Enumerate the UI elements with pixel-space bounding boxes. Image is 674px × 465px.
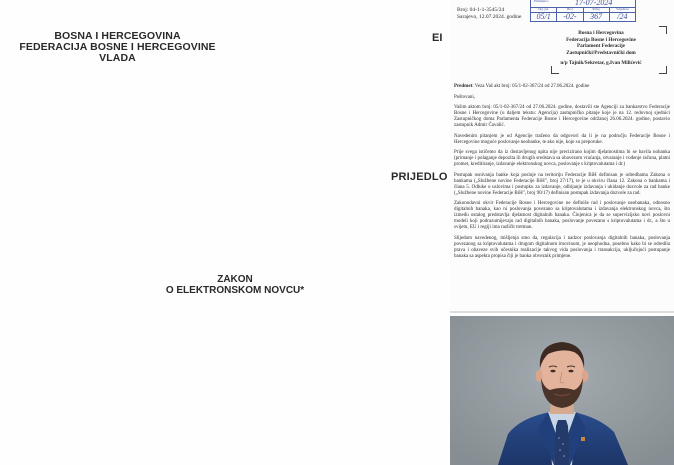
law-title-line-1: ZAKON <box>217 274 253 285</box>
government-header <box>10 31 225 64</box>
recipient-address <box>538 30 664 67</box>
greeting: Poštovani, <box>454 94 475 100</box>
attention-line: n/p Tajnik/Sekretar, g.Ivan Milićević <box>560 60 642 67</box>
paragraph: Navedenim pitanjem je od Agencije traženo da odgovori da li je na području Federacije Bosne i Hercegovine moguće poslovanje neobanke, te ako nije, koje su preporuke. <box>454 133 670 145</box>
header-line-country: BOSNA I HERCEGOVINA <box>54 30 181 42</box>
reference-number: Broj: 04-1-1-3545/24 <box>457 7 505 13</box>
paragraph: Postupak osnivanja banke koja posluje na teritoriju Federacije BiH definisan je odredbama Zakona o bankama („Službene novine Federacije BiH", broj 27/17), te je u okviru člana 12. Zakona o bankama i člana 5. Odluke o uslovima i postupku za izdavanje, odbijanje izdavanja i ukidanje dozvole za rad banke („Službene novine Federacije BiH", broj 90/17) definisan postupak izdavanja dozvole za rad. <box>454 172 670 196</box>
recipient-line: Bosna i Hercegovina <box>578 30 624 36</box>
stamp-value: /24 <box>617 12 628 21</box>
stamp-header: Broj <box>557 7 583 12</box>
stamp-header: Org. jed. <box>531 7 557 12</box>
header-line-government: VLADA <box>99 52 136 64</box>
recipient-line: Parlament Federacije <box>577 43 625 50</box>
recipient-line: Federacija Bosne i Hercegovine <box>566 36 636 43</box>
letter-reference <box>457 7 521 21</box>
stamp-value: -02- <box>557 12 583 21</box>
letter-body <box>454 84 670 264</box>
portrait-illustration <box>450 316 674 465</box>
recipient-line: Zastupnički/Predstavnički dom <box>566 49 636 56</box>
proposal-label: PRIJEDLO <box>391 171 448 183</box>
stamp-header: Prilog <box>584 7 610 12</box>
stamp-label: Primljeno: <box>534 0 549 3</box>
stamp-header: Vrijednost <box>616 7 629 11</box>
portrait-photo <box>450 316 674 465</box>
law-title-line-2: O ELEKTRONSKOM NOVCU* <box>165 285 305 296</box>
stamp-value: 05/1 <box>531 12 557 21</box>
paragraph: Prije svega ističemo da iz dostavljenog upita nije precizirano kojim djelatnostima bi se bavila nobanka (primanje i polaganje depozita ili drugih sredstava sa obavezom vraćanja, otvaranje i vođenje računa, platni promet, kreditiranje, izdavanje elektronskog novca, poslovanje s kriptovalutama i dr.) <box>454 150 670 167</box>
official-letter <box>450 0 674 311</box>
stamp-received-date: 17-07-2024 <box>575 0 613 7</box>
paragraph: Vašim aktom broj: 05/1-02-367/24 od 27.06.2024. godine, dostavili ste Agenciji za bankarstvo Federacije Bosne i Hercegovine (u daljem tekstu: Agencija) zastupničko pitanje koje je na 12. redovnoj sjednici Zastupničkog doma Parlamenta Federacije Bosne i Hercegovine održanoj 26.06.2024. godine, postavio zastupnik Admir Čavalić. <box>454 105 670 128</box>
tie <box>554 420 570 465</box>
place-date: Sarajevo, 12.07.2024. godine <box>457 14 522 20</box>
document-mark: EI <box>432 32 443 44</box>
paragraph: Slijedom navedenog, mišljenja smo da, regulacija i nadzor poslovanja digitalnih banaka, poslovanja povezanog sa kriptovalutama i drugom digitalnom imovinom, je neophodna, posebno kako bi se odredila prava i obaveze svih učesnika realizacije takvog vida poslovanja i transakcija, uključujući postupanje banaka sa aspekta propisa čiji je banka obveznik primjene. <box>454 235 670 259</box>
subject-text: : Veza Vaš akt broj: 05/1-02-367/24 od 27.06.2024. godine <box>472 84 590 89</box>
subject-line <box>454 84 670 90</box>
law-title <box>130 274 340 296</box>
paragraph: Zakonodavni okvir Federacije Bosne i Hercegovine ne definiše rad i poslovanje neobanaka, odnosno digitalnih banaka, kao ni poslovanja povezano sa kriptovalutama i izdavanja elektronskog novca, što između ostalog predstavlja djelatnost digitalnih banaka. Činjenica je da se supervizijsko novi poslovni modeli koji podrazumijevaju rad digitalnih banaka, poslovanje povezano s kriptovalutama i dr., a što u svijetu, EU i regiji ima različit tretman. <box>454 201 670 230</box>
header-line-federation: FEDERACIJA BOSNE I HERCEGOVINE <box>19 41 216 53</box>
stamp-value: 367 <box>584 12 610 21</box>
lapel-pin <box>581 437 585 441</box>
received-stamp <box>530 0 636 22</box>
panel-divider <box>450 311 674 313</box>
subject-label: Predmet <box>454 84 473 89</box>
